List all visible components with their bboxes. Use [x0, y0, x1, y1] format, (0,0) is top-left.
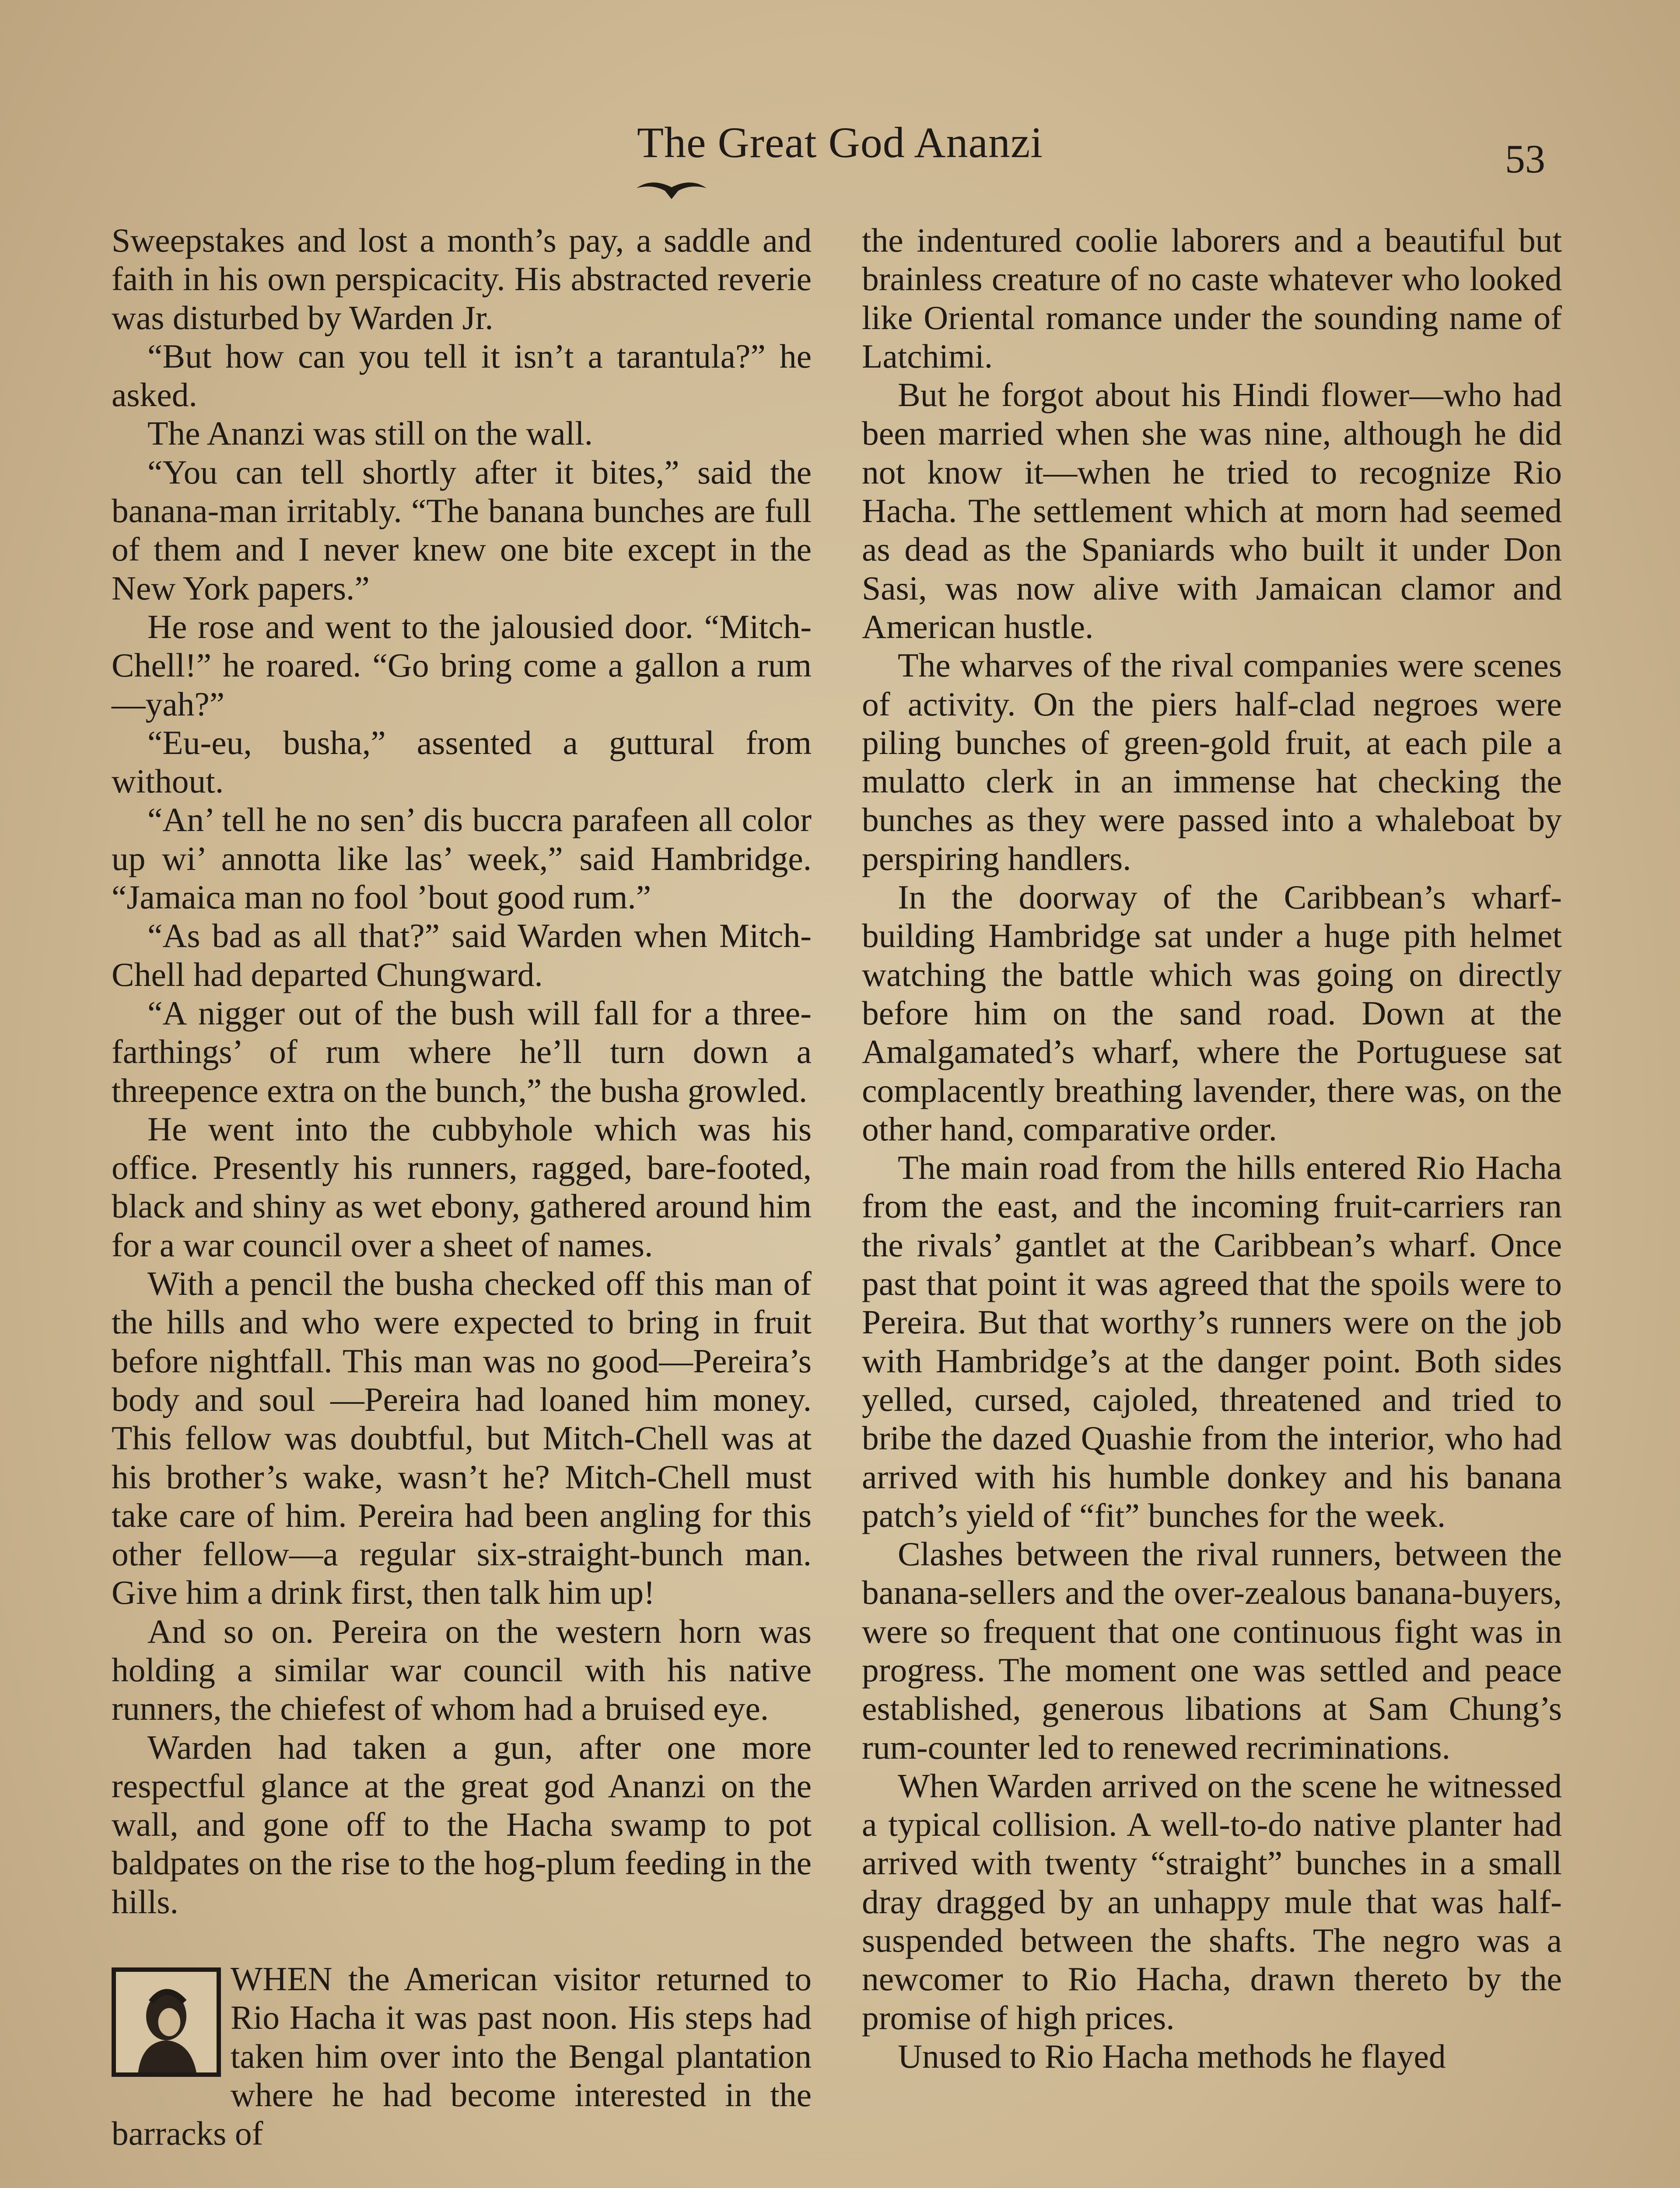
paragraph: “Eu-eu, busha,” assented a guttural from without.	[112, 723, 812, 800]
section-opening-paragraph	[112, 1960, 812, 2153]
paragraph: Warden had taken a gun, after one more respectful glance at the great god Ananzi on the wall, and gone off to the Hacha swamp to pot baldpates on the rise to the hog-plum feeding in the hills.	[112, 1728, 812, 1921]
decorative-initial-portrait-icon	[112, 1967, 221, 2077]
paragraph: “You can tell shortly after it bites,” said the banana-man irritably. “The banana bunches are full of them and I never knew one bite except in the New York papers.”	[112, 453, 812, 607]
left-column	[112, 221, 812, 2153]
paragraph: When Warden arrived on the scene he witnessed a typical collision. A well-to-do native planter had arrived with twenty “straight” bunches in a small dray dragged by an unhappy mule that was half-suspended between the shafts. The negro was a newcomer to Rio Hacha, drawn thereto by the promise of high prices.	[862, 1767, 1562, 2037]
paragraph: Sweepstakes and lost a month’s pay, a saddle and faith in his own perspicacity. His abstracted reverie was disturbed by Warden Jr.	[112, 221, 812, 337]
paragraph: And so on. Pereira on the western horn was holding a similar war council with his native runners, the chiefest of whom had a bruised eye.	[112, 1612, 812, 1728]
paragraph: In the doorway of the Caribbean’s wharf-building Hambridge sat under a huge pith helmet watching the battle which was going on directly before him on the sand road. Down at the Amalgamated’s wharf, where the Portuguese sat complacently breathing lavender, there was, on the other hand, comparative order.	[862, 878, 1562, 1148]
paragraph: He went into the cubbyhole which was his office. Presently his runners, ragged, bare-footed, black and shiny as wet ebony, gathered around him for a war council over a sheet of names.	[112, 1110, 812, 1264]
paragraph: Unused to Rio Hacha methods he flayed	[898, 2037, 1446, 2075]
right-column	[862, 221, 1562, 2076]
paragraph: “But how can you tell it isn’t a tarantula?” he asked.	[112, 337, 812, 414]
paragraph: “As bad as all that?” said Warden when Mitch-Chell had departed Chungward.	[112, 917, 812, 993]
paragraph: “A nigger out of the bush will fall for a three-farthings’ of rum where he’ll turn down a threepence extra on the bunch,” the busha growled.	[112, 994, 812, 1109]
paragraph: Clashes between the rival runners, between the banana-sellers and the over-zealous banana-buyers, were so frequent that one continuous fight was in progress. The moment one was settled and peace established, generous libations at Sam Chung’s rum-counter led to renewed recriminations.	[862, 1535, 1562, 1766]
paragraph: the indentured coolie laborers and a beautiful but brainless creature of no caste whatever who looked like Oriental romance under the sounding name of Latchimi.	[862, 221, 1562, 375]
paragraph: “An’ tell he no sen’ dis buccra parafeen all color up wi’ annotta like las’ week,” said Hambridge. “Jamaica man no fool ’bout good rum.”	[112, 801, 812, 916]
paragraph: The wharves of the rival companies were scenes of activity. On the piers half-clad negroes were piling bunches of green-gold fruit, at each pile a mulatto clerk in an immense hat checking the bunches as they were passed into a whaleboat by perspiring handlers.	[862, 646, 1562, 877]
paragraph: The main road from the hills entered Rio Hacha from the east, and the incoming fruit-carriers ran the rivals’ gantlet at the Caribbean’s wharf. Once past that point it was agreed that the spoils were to Pereira. But that worthy’s runners were on the job with Hambridge’s at the danger point. Both sides yelled, cursed, cajoled, threatened and tried to bribe the dazed Quashie from the interior, who had arrived with his humble donkey and his banana patch’s yield of “fit” bunches for the week.	[862, 1149, 1562, 1534]
bird-ornament-icon	[634, 175, 709, 201]
paragraph: With a pencil the busha checked off this man of the hills and who were expected to bring in fruit before nightfall. This man was no good—Pereira’s body and soul —Pereira had loaned him money. This fellow was doubtful, but Mitch-Chell was at his brother’s wake, wasn’t he? Mitch-Chell must take care of him. Pereira had been angling for this other fellow—a regular six-straight-bunch man. Give him a drink first, then talk him up!	[112, 1265, 812, 1612]
section-opening-text: WHEN the American visitor returned to Rio Hacha it was past noon. His steps had taken him over into the Bengal plantation where he had become interested in the barracks of	[112, 1960, 812, 2153]
paragraph: He rose and went to the jalousied door. “Mitch-Chell!” he roared. “Go bring come a gallon a rum—yah?”	[112, 607, 812, 723]
paragraph: But he forgot about his Hindi flower—who had been married when she was nine, although he did not know it—when he tried to recognize Rio Hacha. The settlement which at morn had seemed as dead as the Spaniards who built it under Don Sasi, was now alive with Jamaican clamor and American hustle.	[862, 376, 1562, 645]
paragraph: The Ananzi was still on the wall.	[147, 414, 593, 452]
page-number: 53	[1505, 137, 1545, 181]
running-title: The Great God Ananzi	[637, 118, 1043, 167]
